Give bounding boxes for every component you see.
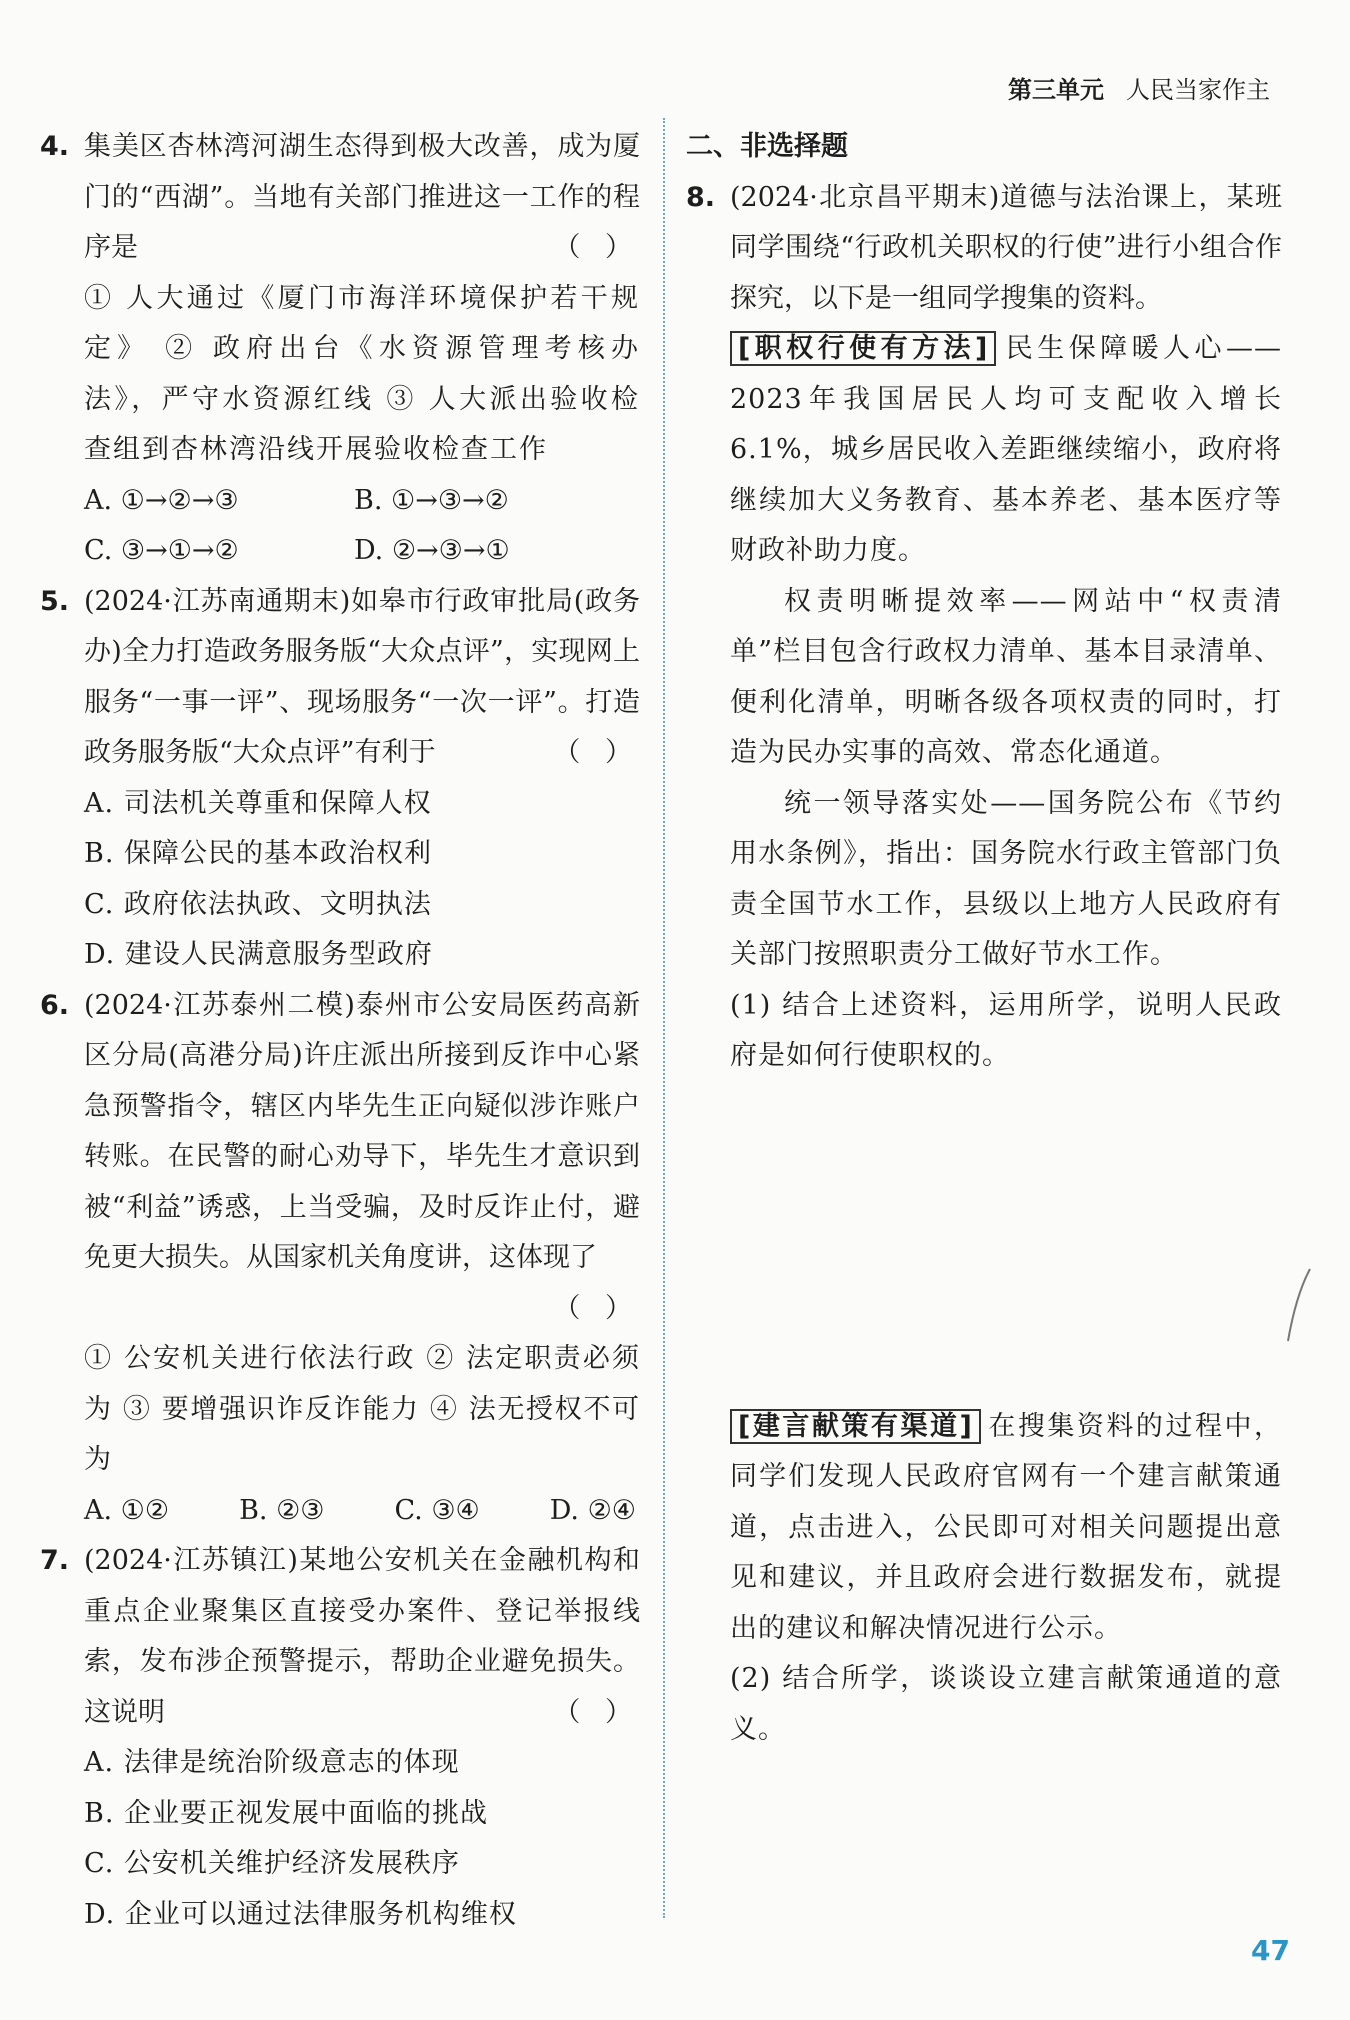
question-8 [686,173,1282,325]
question-stem: (2024·北京昌平期末)道德与法治课上，某班同学围绕“行政机关职权的行使”进行小组合作探究，以下是一组同学搜集的资料。 [730,181,1282,314]
question-number: 6. [40,989,70,1021]
question-4 [40,122,640,274]
question-number: 7. [40,1545,70,1576]
page-number: 47 [1251,1934,1290,1967]
question-stem: (2024·江苏南通期末)如皋市行政审批局(政务办)全力打造政务服务版“大众点评”，实现网上服务“一事一评”、现场服务“一次一评”。打造政务服务版“大众点评”有利于 [84,585,640,768]
question-7 [40,1536,640,1738]
answer-bracket: （ ） [553,232,640,263]
answer-bracket: （ ） [553,1292,640,1324]
options-row [40,1486,640,1537]
option-d[interactable]: D. ②→③→① [354,535,510,566]
question-number: 5. [40,585,70,617]
left-column [40,122,640,1940]
material-1 [686,324,1282,577]
pen-mark-icon [1284,1265,1314,1345]
question-stem: (2024·江苏镇江)某地公安机关在金融机构和重点企业聚集区直接受办案件、登记举报线索，发布涉企预警提示，帮助企业避免损失。这说明 [84,1545,640,1728]
option-d[interactable]: D. ②④ [549,1494,636,1526]
material-text: 民生保障暖人心——2023年我国居民人均可支配收入增长6.1%，城乡居民收入差距继续缩小，政府将继续加大义务教育、基本养老、基本医疗等财政补助力度。 [730,333,1282,566]
material-tag: [职权行使有方法] [730,331,996,366]
section-title: 二、非选择题 [686,131,848,162]
question-stem: (2024·江苏泰州二模)泰州市公安局医药高新区分局(高港分局)许庄派出所接到反诈中心紧急预警指令，辖区内毕先生正向疑似涉诈账户转账。在民警的耐心劝导下，毕先生才意识到被“利益”诱惑，上当受骗，及时反诈止付，避免更大损失。从国家机关角度讲，这体现了 [84,989,640,1273]
option-d[interactable]: D. 企业可以通过法律服务机构维权 [84,1898,517,1930]
question-stem: 集美区杏林湾河湖生态得到极大改善，成为厦门的“西湖”。当地有关部门推进这一工作的程序是 [84,131,640,263]
option-c[interactable]: C. ③→①→② [84,535,239,566]
option-c[interactable]: C. 政府依法执政、文明执法 [84,888,432,920]
option-b[interactable]: B. ②③ [239,1494,325,1526]
subquestion-2: (2) 结合所学，谈谈设立建言献策通道的意义。 [730,1663,1282,1745]
question-items: ① 人大通过《厦门市海洋环境保护若干规定》 ② 政府出台《水资源管理考核办法》，严守水资源红线 ③ 人大派出验收检查组到杏林湾沿线开展验收检查工作 [84,282,640,465]
question-6 [40,981,640,1335]
material-3: 统一领导落实处——国务院公布《节约用水条例》，指出：国务院水行政主管部门负责全国节水工作，县级以上地方人民政府有关部门按照职责分工做好节水工作。 [730,787,1282,970]
option-b[interactable]: B. 保障公民的基本政治权利 [84,838,433,869]
answer-bracket: （ ） [553,737,640,768]
material-text: 在搜集资料的过程中，同学们发现人民政府官网有一个建言献策通道，点击进入，公民即可对相关问题提出意见和建议，并且政府会进行数据发布，就提出的建议和解决情况进行公示。 [730,1410,1283,1644]
question-items: ① 公安机关进行依法行政 ② 法定职责必须为 ③ 要增强识诈反诈能力 ④ 法无授权不可为 [84,1343,640,1475]
options-row [40,526,640,577]
column-divider [663,118,665,1918]
right-column [686,122,1282,1755]
option-d[interactable]: D. 建设人民满意服务型政府 [84,939,433,970]
question-number: 4. [40,131,70,162]
option-a[interactable]: A. 司法机关尊重和保障人权 [84,787,432,819]
option-a[interactable]: A. ①② [84,1494,170,1526]
option-b[interactable]: B. 企业要正视发展中面临的挑战 [84,1797,489,1829]
question-number: 8. [686,181,716,213]
subquestion-1: (1) 结合上述资料，运用所学，说明人民政府是如何行使职权的。 [730,989,1282,1071]
page-header [1008,70,1270,105]
options-row [40,476,640,527]
option-c[interactable]: C. 公安机关维护经济发展秩序 [84,1848,460,1879]
material-4 [686,1402,1282,1655]
unit-label: 第三单元 [1008,76,1104,104]
material-2: 权责明晰提效率——网站中“权责清单”栏目包含行政权力清单、基本目录清单、便利化清单，明晰各级各项权责的同时，打造为民办实事的高效、常态化通道。 [730,585,1282,768]
option-c[interactable]: C. ③④ [394,1494,480,1526]
option-a[interactable]: A. 法律是统治阶级意志的体现 [84,1747,460,1778]
answer-bracket: （ ） [553,1696,640,1728]
option-a[interactable]: A. ①→②→③ [84,484,239,516]
material-tag: [建言献策有渠道] [730,1409,981,1444]
answer-area-1[interactable] [686,1082,1282,1402]
question-5 [40,577,640,779]
unit-title: 人民当家作主 [1126,76,1270,104]
option-b[interactable]: B. ①→③→② [354,484,509,516]
